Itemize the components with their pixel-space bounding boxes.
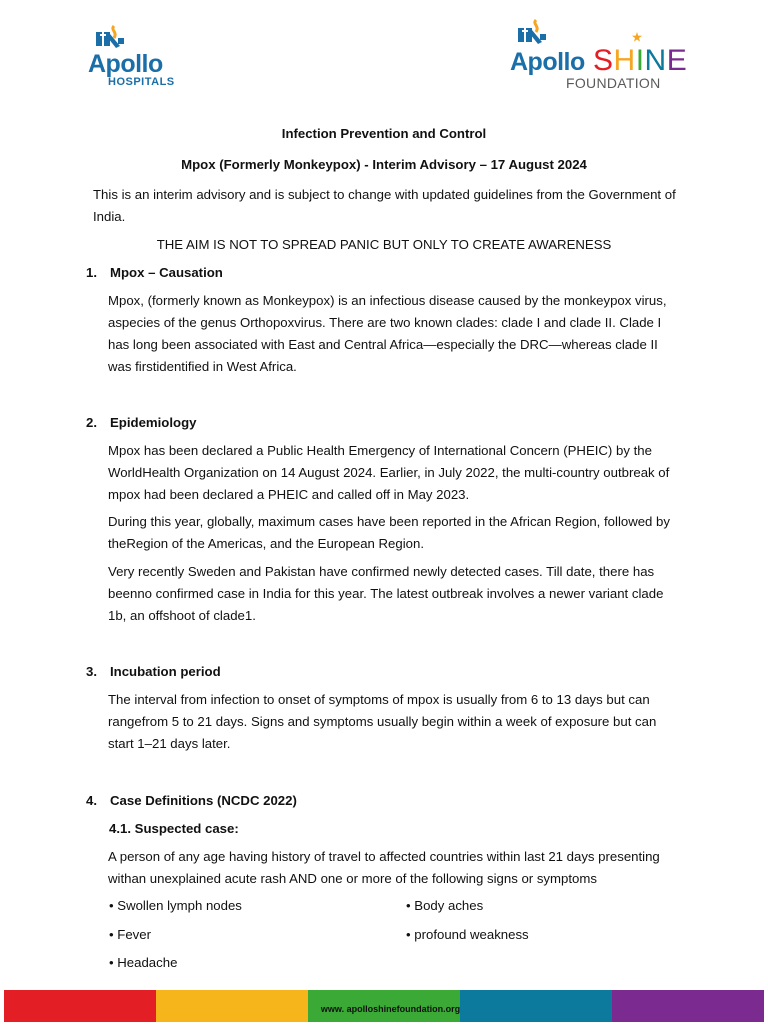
incubation-paragraph: The interval from infection to onset of symptoms of mpox is usually from 6 to 13 days but can rangefrom 5 to 21 days. Signs and symptoms usually begin within a week of exposure but can start 1–21 days later. — [108, 692, 657, 751]
subsection-heading-suspected-case: 4.1. Suspected case: — [109, 821, 239, 836]
suspected-case-paragraph: A person of any age having history of travel to affected countries within last 21 days presenting withan unexplained acute rash AND one or more of the following signs or symptoms — [108, 849, 660, 886]
epidemiology-paragraph-2: During this year, globally, maximum cases have been reported in the African Region, followed by theRegion of the Americas, and the European Region. — [108, 514, 670, 551]
section-title: Mpox – Causation — [110, 265, 223, 280]
apollo-logo-main: Apollo — [88, 50, 163, 78]
symptom-bullet: • Body aches — [406, 898, 484, 913]
shine-letter-h: H — [613, 44, 636, 77]
footer-band-red — [4, 990, 156, 1022]
apollo-shine-logo-main: Apollo — [510, 48, 585, 76]
shine-letter-e: E — [666, 44, 688, 77]
footer-band-teal — [460, 990, 612, 1022]
footer-band-yellow — [156, 990, 308, 1022]
causation-paragraph: Mpox, (formerly known as Monkeypox) is an infectious disease caused by the monkeypox virus, aspecies of the genus Orthopoxvirus. There are two known clades: clade I and clade II. Clade I has long been associated with East and Central Africa—especially the DRC—whereas clade II was firstidentified in West Africa. — [108, 293, 667, 374]
section-heading-case-definitions — [86, 793, 297, 808]
epidemiology-paragraph-1: Mpox has been declared a Public Health Emergency of International Concern (PHEIC) by the WorldHealth Organization on 14 August 2024. Earlier, in July 2022, the multi-country outbreak of mpox had been declared a PHEIC and called off in May 2023. — [108, 443, 670, 502]
shine-wordmark — [593, 44, 687, 78]
section-heading-causation — [86, 265, 223, 280]
footer-band-purple — [612, 990, 764, 1022]
section-number: 2. — [86, 415, 97, 430]
section-heading-epidemiology — [86, 415, 196, 430]
apollo-hospitals-logo — [84, 24, 194, 90]
section-title: Incubation period — [110, 664, 221, 679]
section-title: Epidemiology — [110, 415, 197, 430]
foundation-label: FOUNDATION — [566, 75, 661, 91]
section-number: 3. — [86, 664, 97, 679]
shine-letter-n: N — [644, 44, 667, 77]
footer-website-link[interactable]: www. apolloshinefoundation.org — [320, 1004, 461, 1014]
document-subtitle: Mpox (Formerly Monkeypox) - Interim Advisory – 17 August 2024 — [181, 157, 587, 172]
intro-paragraph: This is an interim advisory and is subject to change with updated guidelines from the Government of India. — [93, 187, 676, 224]
apollo-emblem-icon — [514, 18, 554, 50]
symptom-bullet: • profound weakness — [406, 927, 529, 942]
star-icon — [632, 32, 642, 42]
section-number: 1. — [86, 265, 97, 280]
shine-letter-s: S — [593, 44, 614, 77]
symptom-bullet: • Swollen lymph nodes — [109, 898, 242, 913]
section-number: 4. — [86, 793, 97, 808]
symptom-bullet: • Fever — [109, 927, 151, 942]
symptom-bullet: • Headache — [109, 955, 178, 970]
epidemiology-paragraph-3: Very recently Sweden and Pakistan have confirmed newly detected cases. Till date, there has beenno confirmed case in India for this year. The latest outbreak involves a newer variant clade 1b, an offshoot of clade1. — [108, 564, 664, 623]
document-title: Infection Prevention and Control — [281, 126, 487, 141]
aim-statement: THE AIM IS NOT TO SPREAD PANIC BUT ONLY TO CREATE AWARENESS — [156, 237, 612, 252]
apollo-shine-foundation-logo — [506, 18, 696, 94]
section-title: Case Definitions (NCDC 2022) — [110, 793, 297, 808]
section-heading-incubation — [86, 664, 221, 679]
apollo-logo-sub: HOSPITALS — [108, 76, 175, 88]
shine-letter-i: I — [635, 44, 645, 77]
